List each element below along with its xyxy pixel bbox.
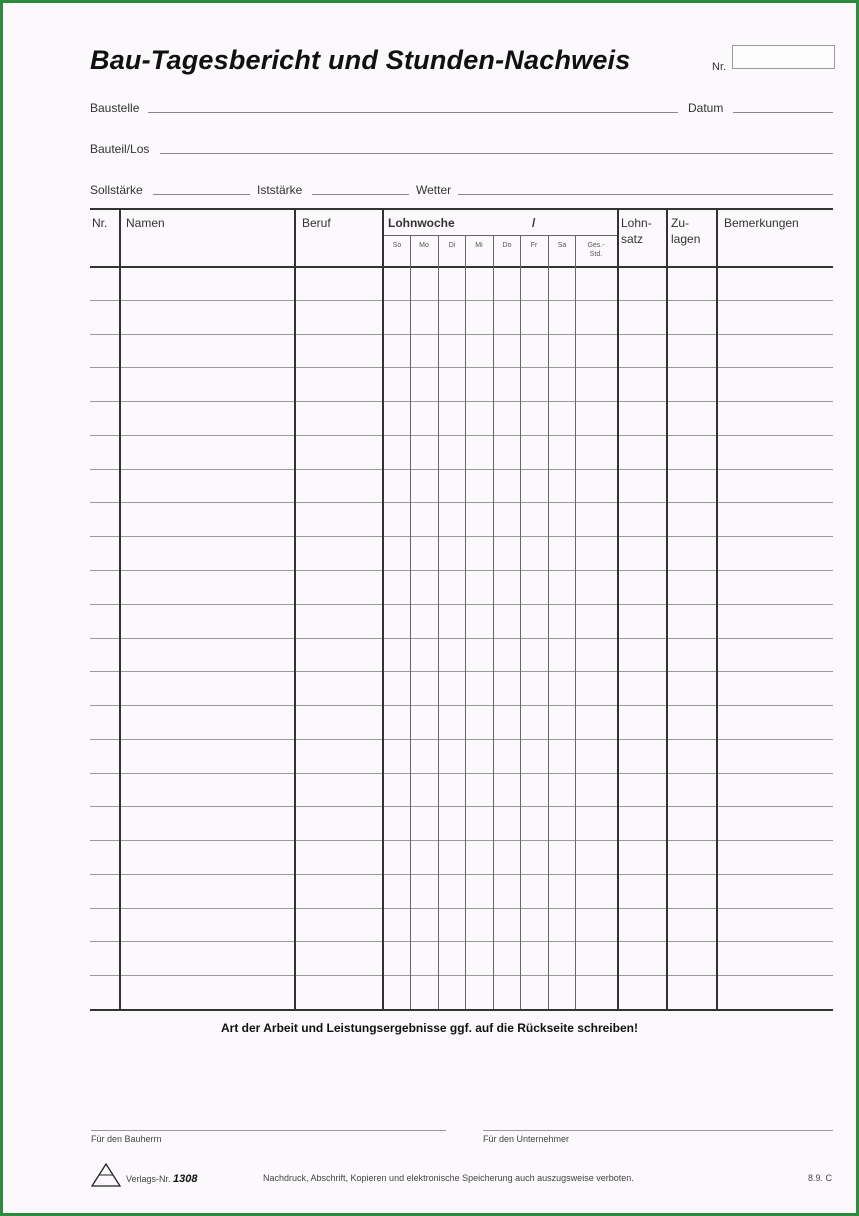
day-header-mo: Mo	[419, 242, 429, 249]
form-code: 8.9. C	[808, 1173, 833, 1183]
header-zulagen-1: Zu-	[671, 216, 689, 230]
bauteil-label: Bauteil/Los	[90, 142, 150, 156]
day-header-total-2: Std.	[589, 251, 603, 258]
table-row[interactable]	[90, 335, 833, 368]
back-side-note: Art der Arbeit und Leistungsergebnisse ggf. auf die Rückseite schreiben!	[221, 1021, 638, 1035]
publisher-logo-icon	[91, 1163, 121, 1187]
signature-unternehmer-label: Für den Unternehmer	[483, 1134, 570, 1144]
table-row[interactable]	[90, 672, 833, 705]
table-row[interactable]	[90, 301, 833, 334]
table-row[interactable]	[90, 976, 833, 1009]
table-row[interactable]	[90, 267, 833, 300]
nr-field[interactable]	[732, 45, 835, 69]
signature-bauherr-label: Für den Bauherrn	[91, 1134, 162, 1144]
table-row[interactable]	[90, 740, 833, 773]
day-header-di: Di	[448, 242, 456, 249]
table-row[interactable]	[90, 807, 833, 840]
bauteil-field[interactable]	[160, 153, 833, 154]
table-row[interactable]	[90, 605, 833, 638]
day-header-fr: Fr	[530, 242, 538, 249]
table-row[interactable]	[90, 402, 833, 435]
table-row[interactable]	[90, 368, 833, 401]
sollstaerke-label: Sollstärke	[90, 183, 143, 197]
verlag-number: 1308	[173, 1173, 198, 1185]
header-lohnsatz-2: satz	[621, 232, 644, 246]
wetter-field[interactable]	[458, 194, 833, 195]
table-row[interactable]	[90, 571, 833, 604]
verlag-info	[126, 1173, 198, 1185]
table-row[interactable]	[90, 503, 833, 536]
header-lohnwoche: Lohnwoche	[388, 216, 455, 230]
header-namen: Namen	[126, 216, 165, 230]
header-lohnsatz-1: Lohn-	[621, 216, 652, 230]
table-row[interactable]	[90, 706, 833, 739]
table-row[interactable]	[90, 942, 833, 975]
header-nr: Nr.	[92, 216, 108, 230]
signature-unternehmer-field[interactable]	[483, 1130, 833, 1131]
table-row[interactable]	[90, 470, 833, 503]
table-row[interactable]	[90, 841, 833, 874]
sollstaerke-field[interactable]	[153, 194, 250, 195]
iststaerke-field[interactable]	[312, 194, 409, 195]
nr-label: Nr.	[712, 61, 727, 73]
day-header-do: Do	[502, 242, 512, 249]
header-bemerkungen: Bemerkungen	[724, 216, 799, 230]
iststaerke-label: Iststärke	[257, 183, 303, 197]
baustelle-label: Baustelle	[90, 101, 140, 115]
header-lohnwoche-sep: /	[532, 216, 536, 230]
signature-bauherr-field[interactable]	[91, 1130, 446, 1131]
table-row[interactable]	[90, 436, 833, 469]
copyright-notice: Nachdruck, Abschrift, Kopieren und elektronische Speicherung auch auszugsweise verboten.	[263, 1173, 634, 1183]
form-title: Bau-Tagesbericht und Stunden-Nachweis	[90, 45, 631, 75]
header-zulagen-2: lagen	[671, 232, 701, 246]
table-row[interactable]	[90, 537, 833, 570]
lohnwoche-subheader-line	[383, 235, 618, 236]
datum-field[interactable]	[733, 112, 833, 113]
day-header-so: So	[392, 242, 402, 249]
verlag-label: Verlags-Nr.	[126, 1174, 171, 1184]
day-header-sa: Sa	[557, 242, 567, 249]
table-bottom-border	[90, 1009, 833, 1011]
table-row[interactable]	[90, 639, 833, 672]
baustelle-field[interactable]	[148, 112, 678, 113]
day-header-total-1: Ges.-	[587, 242, 605, 249]
table-row[interactable]	[90, 909, 833, 942]
wetter-label: Wetter	[416, 183, 452, 197]
day-header-mi: Mi	[475, 242, 483, 249]
table-row[interactable]	[90, 875, 833, 908]
table-row[interactable]	[90, 774, 833, 807]
header-beruf: Beruf	[302, 216, 331, 230]
datum-label: Datum	[688, 101, 724, 115]
table-top-border	[90, 208, 833, 210]
